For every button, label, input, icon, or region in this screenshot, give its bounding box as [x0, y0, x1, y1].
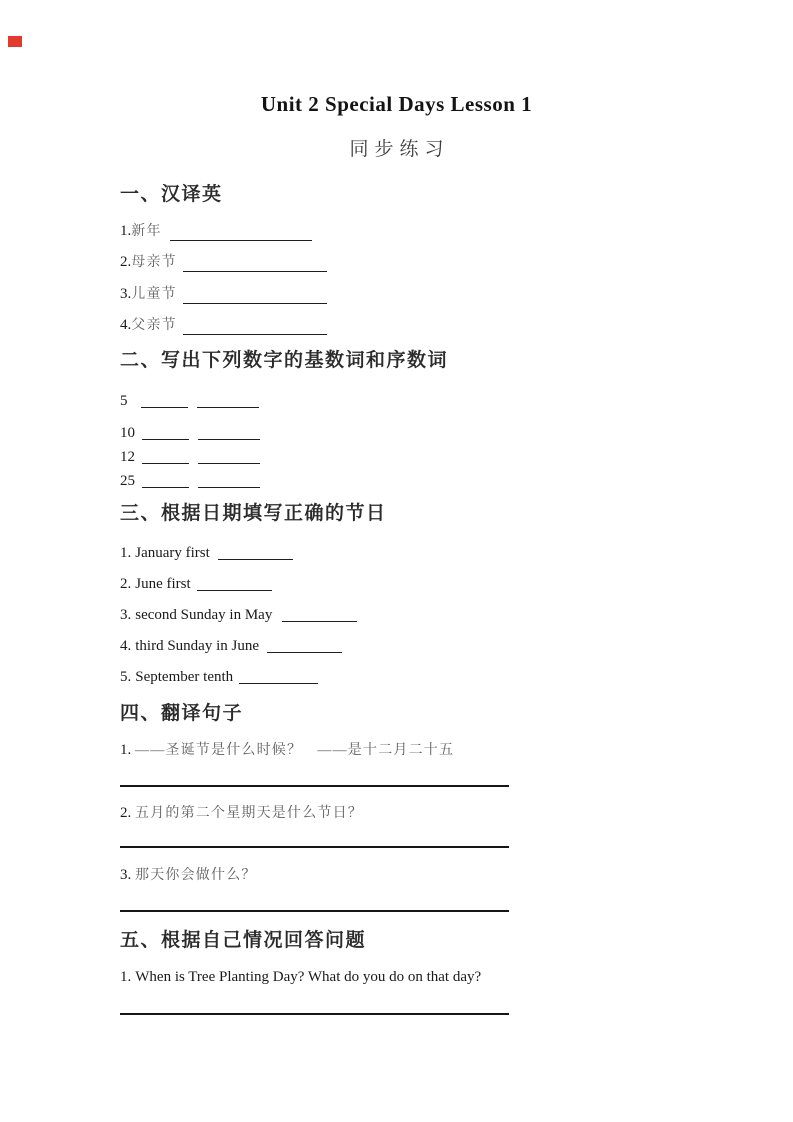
section-1-heading: 一、汉译英: [120, 184, 223, 205]
item-number: 3.: [120, 867, 132, 883]
item-text: third Sunday in June: [135, 638, 259, 654]
item-number: 3.: [120, 286, 132, 302]
item-text: 五月的第二个星期天是什么节日？: [135, 806, 363, 821]
item-number: 4.: [120, 317, 132, 333]
item-text: September tenth: [135, 669, 234, 685]
answer-blank[interactable]: [198, 425, 260, 440]
answer-blank[interactable]: [170, 224, 312, 241]
exercise-item: [120, 575, 272, 593]
exercise-item: [120, 606, 357, 624]
item-text: second Sunday in May: [135, 607, 273, 623]
item-text: 儿童节: [131, 287, 177, 302]
item-number: 5.: [120, 669, 132, 685]
exercise-item: [120, 866, 257, 885]
item-number: 1.: [120, 223, 132, 239]
answer-line[interactable]: [120, 910, 509, 912]
item-number: 12: [120, 449, 135, 465]
exercise-item: [120, 316, 327, 335]
item-number: 1.: [120, 545, 132, 561]
answer-line[interactable]: [120, 846, 509, 848]
item-text: ——圣诞节是什么时候？ ——是十二月二十五: [135, 743, 455, 758]
exercise-item: [120, 448, 260, 466]
exercise-item: [120, 285, 327, 304]
item-text: 父亲节: [131, 318, 177, 333]
item-number: 2.: [120, 254, 132, 270]
item-number: 25: [120, 473, 135, 489]
item-text: When is Tree Planting Day? What do you do on that day?: [135, 969, 482, 985]
exercise-item: [120, 424, 260, 442]
item-number: 4.: [120, 638, 132, 654]
exercise-item: [120, 472, 260, 490]
page-title: Unit 2 Special Days Lesson 1: [260, 92, 533, 116]
answer-blank[interactable]: [282, 607, 357, 622]
answer-blank[interactable]: [197, 576, 272, 591]
answer-line[interactable]: [120, 785, 509, 787]
exercise-item: [120, 544, 293, 562]
answer-blank[interactable]: [142, 473, 189, 488]
section-5-heading: 五、根据自己情况回答问题: [120, 930, 367, 951]
answer-blank[interactable]: [183, 318, 327, 335]
red-square-marker: [8, 36, 22, 47]
answer-blank[interactable]: [198, 473, 260, 488]
item-text: 那天你会做什么？: [135, 868, 257, 883]
item-text: January first: [135, 545, 210, 561]
answer-blank[interactable]: [183, 255, 327, 272]
item-number: 3.: [120, 607, 132, 623]
exercise-item: [120, 253, 327, 272]
item-number: 2.: [120, 805, 132, 821]
exercise-item: [120, 392, 259, 410]
answer-blank[interactable]: [239, 669, 318, 684]
item-number: 1.: [120, 969, 132, 985]
exercise-item: [120, 741, 454, 760]
section-3-heading: 三、根据日期填写正确的节日: [120, 503, 387, 524]
answer-line[interactable]: [120, 1013, 509, 1015]
item-number: 1.: [120, 742, 132, 758]
answer-blank[interactable]: [267, 638, 342, 653]
answer-blank[interactable]: [183, 287, 327, 304]
answer-blank[interactable]: [142, 425, 189, 440]
page-subtitle: 同步练习: [349, 139, 450, 160]
item-number: 10: [120, 425, 135, 441]
answer-blank[interactable]: [197, 393, 259, 408]
answer-blank[interactable]: [198, 449, 260, 464]
item-text: 母亲节: [131, 255, 177, 270]
exercise-item: [120, 668, 318, 686]
exercise-item: [120, 804, 363, 823]
answer-blank[interactable]: [141, 393, 188, 408]
section-4-heading: 四、翻译句子: [120, 703, 244, 724]
answer-blank[interactable]: [142, 449, 189, 464]
exercise-item: [120, 968, 481, 986]
item-text: June first: [135, 576, 191, 592]
exercise-item: [120, 222, 312, 241]
exercise-item: [120, 637, 342, 655]
section-2-heading: 二、写出下列数字的基数词和序数词: [120, 350, 449, 371]
item-text: 新年: [131, 224, 162, 239]
answer-blank[interactable]: [218, 545, 293, 560]
item-number: 2.: [120, 576, 132, 592]
item-number: 5: [120, 393, 128, 409]
